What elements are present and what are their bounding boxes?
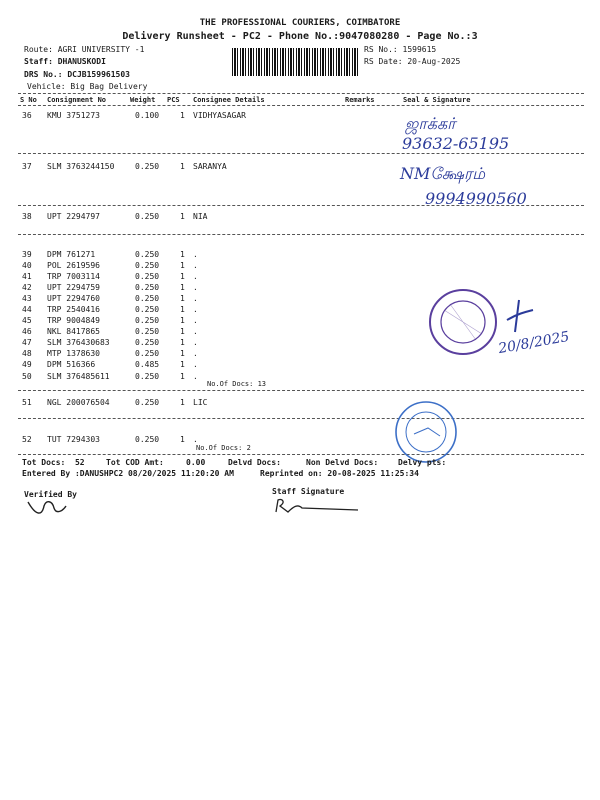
- staff: Staff: DHANUSKODI: [24, 57, 106, 66]
- group-doc-count: No.Of Docs: 13: [207, 380, 267, 388]
- row-weight: 0.250: [135, 261, 160, 270]
- row-consignment: NKL 8417865: [47, 327, 100, 336]
- row-pcs: 1: [180, 250, 185, 259]
- row-weight: 0.250: [135, 316, 160, 325]
- row-weight: 0.250: [135, 398, 160, 407]
- delivered-docs: Delvd Docs:: [228, 458, 281, 467]
- staff-signature-label: Staff Signature: [272, 487, 345, 496]
- row-consignment: SLM 3763244150: [47, 162, 115, 171]
- route: Route: AGRI UNIVERSITY -1: [24, 45, 145, 54]
- row-weight: 0.250: [135, 372, 160, 381]
- row-sno: 44: [22, 305, 32, 314]
- row-weight: 0.250: [135, 349, 160, 358]
- total-docs: Tot Docs: 52: [22, 458, 85, 467]
- col-pcs: PCS: [167, 96, 180, 104]
- row-pcs: 1: [180, 283, 185, 292]
- row-sno: 46: [22, 327, 32, 336]
- row-weight: 0.250: [135, 250, 160, 259]
- row-consignee: .: [193, 349, 198, 358]
- row-sno: 48: [22, 349, 32, 358]
- row-consignment: DPM 761271: [47, 250, 96, 259]
- row-consignment: UPT 2294760: [47, 294, 100, 303]
- handwritten-phone-37: 9994990560: [425, 189, 527, 208]
- staff-signature: [272, 496, 362, 516]
- row-weight: 0.250: [135, 338, 160, 347]
- row-sno: 40: [22, 261, 32, 270]
- row-consignment: KMU 3751273: [47, 111, 100, 120]
- col-consignment: Consignment No: [47, 96, 107, 104]
- drs-no: DRS No.: DCJB159961503: [24, 70, 130, 79]
- col-seal: Seal & Signature: [403, 96, 471, 104]
- barcode: [232, 48, 360, 76]
- row-consignment: UPT 2294759: [47, 283, 100, 292]
- header-rule-bottom: [18, 105, 584, 106]
- group-doc-count: No.Of Docs: 2: [196, 444, 251, 452]
- row-consignment: TUT 7294303: [47, 435, 100, 444]
- col-remarks: Remarks: [345, 96, 375, 104]
- vehicle: Vehicle: Big Bag Delivery: [27, 82, 148, 91]
- row-sno: 36: [22, 111, 32, 120]
- row-consignee: SARANYA: [193, 162, 227, 171]
- company-title: THE PROFESSIONAL COURIERS, COIMBATORE: [199, 18, 401, 28]
- row-divider: [18, 390, 584, 391]
- row-consignee: .: [193, 435, 198, 444]
- row-weight: 0.250: [135, 212, 160, 221]
- row-consignment: NGL 200076504: [47, 398, 110, 407]
- row-pcs: 1: [180, 162, 185, 171]
- row-weight: 0.250: [135, 305, 160, 314]
- row-sno: 51: [22, 398, 32, 407]
- row-divider: [18, 454, 584, 455]
- row-consignee: .: [193, 272, 198, 281]
- row-consignment: TRP 2540416: [47, 305, 100, 314]
- row-sno: 37: [22, 162, 32, 171]
- row-pcs: 1: [180, 360, 185, 369]
- row-pcs: 1: [180, 435, 185, 444]
- row-consignment: TRP 7003114: [47, 272, 100, 281]
- row-consignment: UPT 2294797: [47, 212, 100, 221]
- row-weight: 0.250: [135, 283, 160, 292]
- row-consignee: NIA: [193, 212, 208, 221]
- rs-date: RS Date: 20-Aug-2025: [364, 57, 461, 66]
- total-cod-label: Tot COD Amt:: [106, 458, 164, 467]
- row-consignee: .: [193, 250, 198, 259]
- row-pcs: 1: [180, 398, 185, 407]
- verifier-signature: [24, 498, 68, 518]
- handwritten-phone-36: 93632-65195: [402, 134, 510, 153]
- row-consignee: .: [193, 261, 198, 270]
- col-sno: S No: [20, 96, 37, 104]
- row-consignee: .: [193, 294, 198, 303]
- row-sno: 43: [22, 294, 32, 303]
- row-consignee: .: [193, 283, 198, 292]
- handwritten-date: 20/8/2025: [497, 328, 571, 358]
- row-weight: 0.250: [135, 272, 160, 281]
- row-pcs: 1: [180, 272, 185, 281]
- reprinted-on: Reprinted on: 20-08-2025 11:25:34: [260, 469, 419, 478]
- non-delivered-docs: Non Delvd Docs:: [306, 458, 379, 467]
- handwritten-name-36: ஜாக்கர்: [405, 114, 456, 133]
- row-pcs: 1: [180, 349, 185, 358]
- row-sno: 39: [22, 250, 32, 259]
- row-pcs: 1: [180, 212, 185, 221]
- col-consignee: Consignee Details: [193, 96, 265, 104]
- row-pcs: 1: [180, 338, 185, 347]
- row-consignee: .: [193, 338, 198, 347]
- rs-no: RS No.: 1599615: [364, 45, 437, 54]
- total-cod-value: 0.00: [186, 458, 206, 467]
- row-sno: 41: [22, 272, 32, 281]
- row-consignment: SLM 376430683: [47, 338, 110, 347]
- row-weight: 0.250: [135, 327, 160, 336]
- row-divider: [18, 153, 584, 154]
- row-weight: 0.485: [135, 360, 160, 369]
- row-sno: 49: [22, 360, 32, 369]
- row-pcs: 1: [180, 305, 185, 314]
- row-consignment: TRP 9004849: [47, 316, 100, 325]
- row-pcs: 1: [180, 261, 185, 270]
- row-weight: 0.100: [135, 111, 160, 120]
- handwritten-name-37: NMக்ஷேரம்: [400, 164, 486, 183]
- row-weight: 0.250: [135, 294, 160, 303]
- row-consignment: POL 2619596: [47, 261, 100, 270]
- row-sno: 45: [22, 316, 32, 325]
- row-consignee: .: [193, 316, 198, 325]
- row-pcs: 1: [180, 111, 185, 120]
- runsheet-subtitle: Delivery Runsheet - PC2 - Phone No.:9047080280 - Page No.:3: [122, 31, 478, 42]
- row-sno: 50: [22, 372, 32, 381]
- row-consignee: .: [193, 327, 198, 336]
- row-pcs: 1: [180, 316, 185, 325]
- row-consignment: DPM 516366: [47, 360, 96, 369]
- verified-by-label: Verified By: [24, 490, 77, 499]
- delivery-points: Delvy pts:: [398, 458, 447, 467]
- row-consignee: .: [193, 305, 198, 314]
- row-weight: 0.250: [135, 162, 160, 171]
- row-consignment: SLM 376485611: [47, 372, 110, 381]
- receiver-signature: [505, 298, 535, 336]
- company-seal-stamp: [426, 286, 500, 358]
- row-pcs: 1: [180, 294, 185, 303]
- entered-by: Entered By :DANUSHPC2 08/20/2025 11:20:20 AM: [22, 469, 234, 478]
- row-consignee: .: [193, 372, 198, 381]
- header-rule-top: [18, 93, 584, 94]
- row-sno: 42: [22, 283, 32, 292]
- row-weight: 0.250: [135, 435, 160, 444]
- row-pcs: 1: [180, 327, 185, 336]
- row-sno: 47: [22, 338, 32, 347]
- row-consignee: VIDHYASAGAR: [193, 111, 246, 120]
- row-consignee: .: [193, 360, 198, 369]
- row-consignment: MTP 1378630: [47, 349, 100, 358]
- row-sno: 38: [22, 212, 32, 221]
- col-weight: Weight: [130, 96, 156, 104]
- row-divider: [18, 234, 584, 235]
- row-sno: 52: [22, 435, 32, 444]
- row-consignee: LIC: [193, 398, 208, 407]
- row-divider: [18, 418, 584, 419]
- row-pcs: 1: [180, 372, 185, 381]
